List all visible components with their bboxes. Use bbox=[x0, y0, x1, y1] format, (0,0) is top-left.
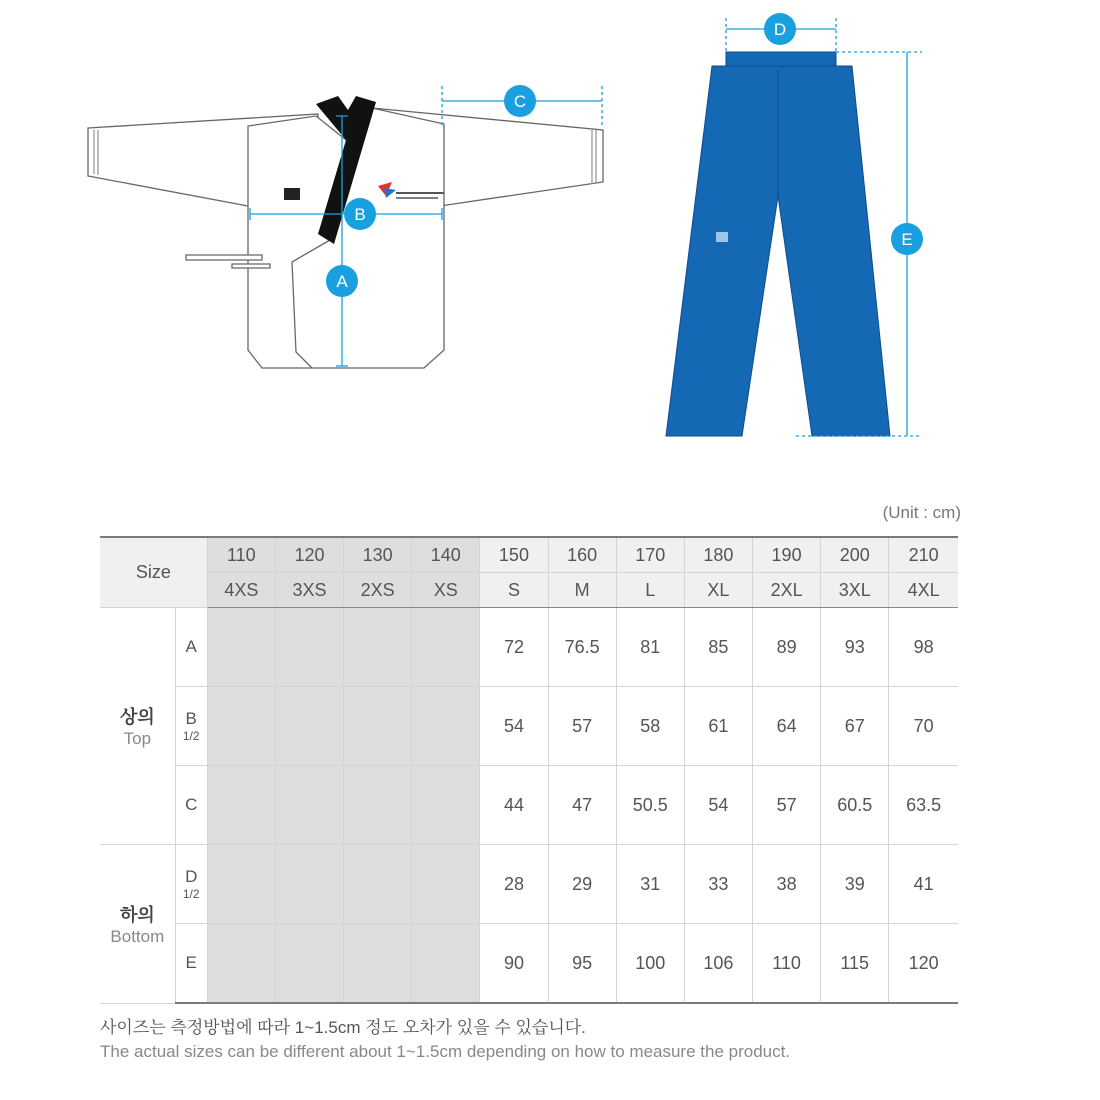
group-top-en: Top bbox=[123, 729, 152, 748]
value-cell: 57 bbox=[753, 766, 821, 845]
value-cell: 67 bbox=[821, 687, 889, 766]
value-cell: 120 bbox=[889, 924, 958, 1004]
height-cell: 190 bbox=[753, 537, 821, 573]
value-cell bbox=[207, 687, 275, 766]
svg-text:A: A bbox=[336, 272, 348, 291]
value-cell: 70 bbox=[889, 687, 958, 766]
value-cell: 89 bbox=[753, 608, 821, 687]
svg-text:B: B bbox=[354, 205, 366, 224]
note-english: The actual sizes can be different about 1~1.5cm depending on how to measure the product. bbox=[100, 1042, 791, 1061]
table-row bbox=[100, 766, 958, 845]
svg-text:D: D bbox=[773, 20, 787, 39]
size-code-cell: 2XS bbox=[344, 573, 412, 608]
height-cell: 130 bbox=[344, 537, 412, 573]
value-cell bbox=[207, 766, 275, 845]
value-cell bbox=[344, 766, 412, 845]
marker-c bbox=[504, 85, 536, 117]
measure-label: B 1/2 bbox=[175, 687, 207, 766]
value-cell bbox=[275, 845, 343, 924]
value-cell: 58 bbox=[616, 687, 684, 766]
value-cell bbox=[275, 687, 343, 766]
group-top-label bbox=[100, 608, 175, 845]
value-cell: 64 bbox=[753, 687, 821, 766]
height-cell: 160 bbox=[548, 537, 616, 573]
measure-label: D 1/2 bbox=[175, 845, 207, 924]
height-cell: 180 bbox=[684, 537, 752, 573]
value-cell: 50.5 bbox=[616, 766, 684, 845]
garment-illustration bbox=[0, 0, 1100, 460]
value-cell: 98 bbox=[889, 608, 958, 687]
size-code-cell: 4XL bbox=[889, 573, 958, 608]
value-cell: 39 bbox=[821, 845, 889, 924]
value-cell: 110 bbox=[753, 924, 821, 1004]
value-cell bbox=[207, 845, 275, 924]
value-cell bbox=[275, 608, 343, 687]
marker-e bbox=[891, 223, 923, 255]
value-cell: 61 bbox=[684, 687, 752, 766]
size-code-cell: 3XL bbox=[821, 573, 889, 608]
height-cell: 170 bbox=[616, 537, 684, 573]
value-cell bbox=[344, 687, 412, 766]
size-code-cell: L bbox=[616, 573, 684, 608]
height-cell: 200 bbox=[821, 537, 889, 573]
header-row-codes bbox=[100, 573, 958, 608]
height-cell: 150 bbox=[480, 537, 548, 573]
size-code-cell: XS bbox=[412, 573, 480, 608]
value-cell: 54 bbox=[480, 687, 548, 766]
group-bottom-label bbox=[100, 845, 175, 1004]
size-code-cell: M bbox=[548, 573, 616, 608]
value-cell bbox=[344, 924, 412, 1004]
group-bottom-en: Bottom bbox=[110, 926, 165, 946]
group-top-ko: 상의 bbox=[119, 707, 155, 727]
height-cell: 110 bbox=[207, 537, 275, 573]
value-cell bbox=[275, 766, 343, 845]
value-cell: 76.5 bbox=[548, 608, 616, 687]
size-chart-table bbox=[100, 536, 958, 1004]
value-cell: 29 bbox=[548, 845, 616, 924]
note-korean: 사이즈는 측정방법에 따라 1~1.5cm 정도 오차가 있을 수 있습니다. bbox=[100, 1018, 586, 1037]
value-cell: 90 bbox=[480, 924, 548, 1004]
value-cell bbox=[207, 924, 275, 1004]
size-code-cell: 2XL bbox=[753, 573, 821, 608]
value-cell bbox=[412, 924, 480, 1004]
value-cell bbox=[412, 766, 480, 845]
value-cell bbox=[412, 845, 480, 924]
value-cell: 106 bbox=[684, 924, 752, 1004]
value-cell bbox=[344, 608, 412, 687]
measure-label: A bbox=[175, 608, 207, 687]
value-cell: 41 bbox=[889, 845, 958, 924]
table-row bbox=[100, 845, 958, 924]
size-code-cell: 3XS bbox=[275, 573, 343, 608]
value-cell: 54 bbox=[684, 766, 752, 845]
value-cell: 31 bbox=[616, 845, 684, 924]
marker-a bbox=[326, 265, 358, 297]
unit-label: (Unit : cm) bbox=[882, 503, 961, 522]
height-cell: 210 bbox=[889, 537, 958, 573]
height-cell: 120 bbox=[275, 537, 343, 573]
value-cell bbox=[344, 845, 412, 924]
value-cell: 115 bbox=[821, 924, 889, 1004]
measure-label: E bbox=[175, 924, 207, 1004]
value-cell bbox=[207, 608, 275, 687]
value-cell: 63.5 bbox=[889, 766, 958, 845]
value-cell: 81 bbox=[616, 608, 684, 687]
group-bottom-ko: 하의 bbox=[119, 904, 155, 925]
header-row-heights bbox=[100, 537, 958, 573]
value-cell: 38 bbox=[753, 845, 821, 924]
value-cell: 57 bbox=[548, 687, 616, 766]
svg-text:E: E bbox=[901, 230, 913, 249]
size-code-cell: 4XS bbox=[207, 573, 275, 608]
size-code-cell: S bbox=[480, 573, 548, 608]
value-cell: 93 bbox=[821, 608, 889, 687]
height-cell: 140 bbox=[412, 537, 480, 573]
value-cell: 60.5 bbox=[821, 766, 889, 845]
measure-label: C bbox=[175, 766, 207, 845]
value-cell: 33 bbox=[684, 845, 752, 924]
value-cell: 28 bbox=[480, 845, 548, 924]
size-header: Size bbox=[100, 537, 207, 608]
value-cell: 95 bbox=[548, 924, 616, 1004]
value-cell bbox=[412, 608, 480, 687]
value-cell bbox=[412, 687, 480, 766]
svg-text:C: C bbox=[513, 92, 527, 111]
value-cell: 85 bbox=[684, 608, 752, 687]
value-cell: 100 bbox=[616, 924, 684, 1004]
value-cell: 47 bbox=[548, 766, 616, 845]
table-row bbox=[100, 687, 958, 766]
table-row bbox=[100, 924, 958, 1004]
value-cell: 44 bbox=[480, 766, 548, 845]
table-row bbox=[100, 608, 958, 687]
brand-logo-mark bbox=[284, 188, 300, 200]
pants-drawing bbox=[666, 52, 890, 436]
marker-b bbox=[344, 198, 376, 230]
size-code-cell: XL bbox=[684, 573, 752, 608]
value-cell bbox=[275, 924, 343, 1004]
marker-d bbox=[764, 13, 796, 45]
value-cell: 72 bbox=[480, 608, 548, 687]
